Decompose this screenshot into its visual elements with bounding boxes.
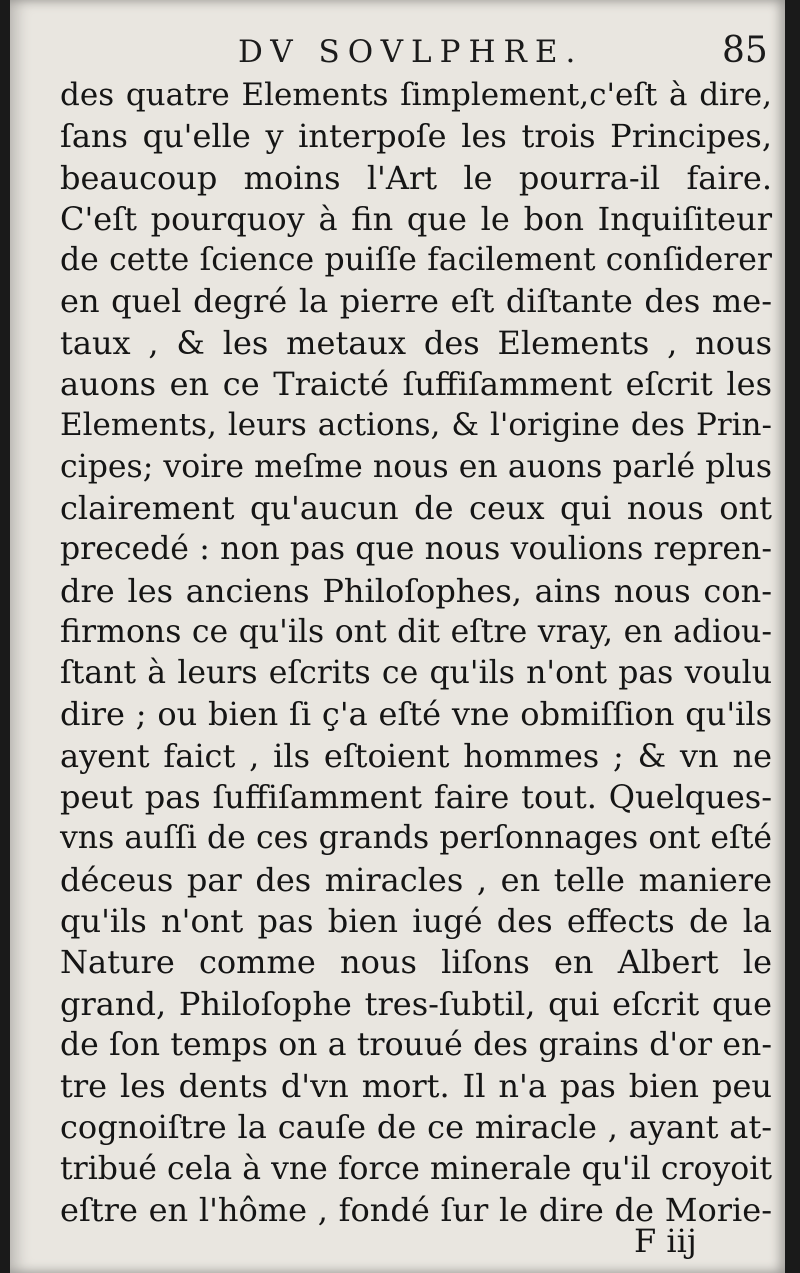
body-text [60, 75, 772, 1231]
text-line: ſans qu'elle y interpoſe les trois Principes, [60, 117, 772, 156]
running-head: DV SOVLPHRE. [238, 34, 584, 70]
book-page [10, 0, 785, 1273]
text-line: beaucoup moins l'Art le pourra-il faire. [60, 158, 772, 197]
text-line: eſtre en l'hôme , fondé ſur le dire de Morie- [60, 1191, 772, 1230]
text-line: ayent faict , ils eſtoient hommes ; & vn ne [60, 736, 772, 775]
text-line: Nature comme nous liſons en Albert le [60, 943, 772, 982]
page-number: 85 [722, 30, 768, 71]
text-line: qu'ils n'ont pas bien iugé des effects de la [60, 901, 772, 940]
text-line: firmons ce qu'ils ont dit eſtre vray, en adiou- [60, 613, 772, 650]
text-line: auons en ce Traicté ſuffiſamment eſcrit les [60, 365, 772, 404]
text-line: déceus par des miracles , en telle maniere [60, 860, 772, 899]
text-line: taux , & les metaux des Elements , nous [60, 323, 772, 362]
text-line: dre les anciens Philoſophes, ains nous con- [60, 571, 772, 610]
text-line: precedé : non pas que nous voulions repren- [60, 531, 772, 568]
page-footer [10, 1222, 785, 1267]
text-line: Elements, leurs actions, & l'origine des Prin- [60, 407, 772, 444]
text-line: C'eſt pourquoy à fin que le bon Inquiſiteur [60, 199, 772, 238]
text-line: grand, Philoſophe tres-ſubtil, qui eſcrit que [60, 984, 772, 1023]
page-header [10, 30, 785, 78]
text-line: de cette ſcience puiſſe facilement conſiderer [60, 242, 772, 279]
text-line: en quel degré la pierre eſt diſtante des me- [60, 282, 772, 321]
text-line: peut pas ſuffiſamment faire tout. Quelques- [60, 778, 772, 817]
text-line: tribué cela à vne force minerale qu'il croyoit [60, 1150, 772, 1187]
text-line: des quatre Elements ſimplement,c'eſt à dire, [60, 77, 772, 113]
text-line: tre les dents d'vn mort. Il n'a pas bien peu [60, 1067, 772, 1106]
text-line: clairement qu'aucun de ceux qui nous ont [60, 488, 772, 527]
text-line: de ſon temps on a trouué des grains d'or en- [60, 1026, 772, 1063]
text-line: ſtant à leurs eſcrits ce qu'ils n'ont pas voulu [60, 655, 772, 692]
signature-mark: F iij [634, 1222, 697, 1260]
text-line: cognoiſtre la cauſe de ce miracle , ayant at- [60, 1108, 772, 1147]
text-line: dire ; ou bien ſi ç'a eſté vne obmiſſion qu'ils [60, 695, 772, 734]
text-line: vns auſſi de ces grands perſonnages ont eſté [60, 820, 772, 857]
text-line: cipes; voire meſme nous en auons parlé plus [60, 448, 772, 485]
